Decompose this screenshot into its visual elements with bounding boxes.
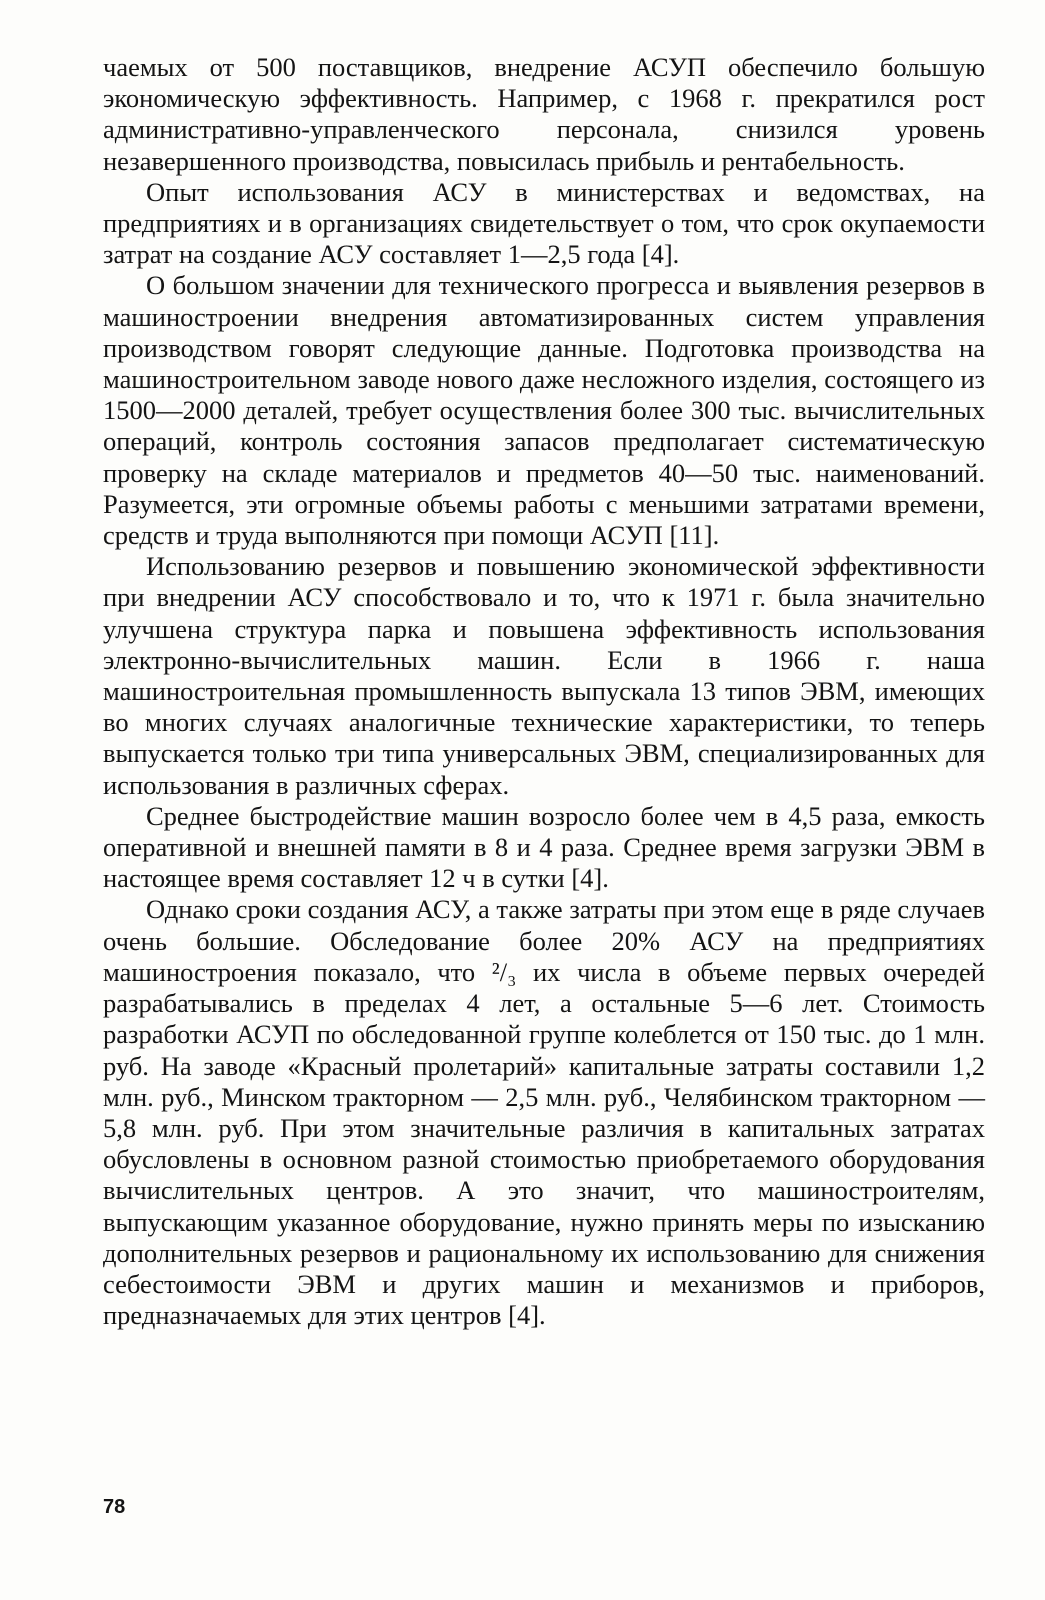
paragraph-payback-period: Опыт использования АСУ в министерствах и ведомствах, на предприятиях и в организациях свидетельствует о том, что срок окупаемости затрат на создание АСУ составляет 1—2,5 года [4]. (103, 176, 985, 270)
paragraph-performance: Среднее быстродействие машин возросло более чем в 4,5 раза, емкость оперативной и внешней памяти в 8 и 4 раза. Среднее время загрузки ЭВМ в настоящее время составляет 12 ч в сутки [4]. (103, 800, 985, 894)
paragraph-computer-park: Использованию резервов и повышению экономической эффективности при внедрении АСУ способствовало и то, что к 1971 г. была значительно улучшена структура парка и повышена эффективность использования электронно-вычислительных машин. Если в 1966 г. наша машиностроительная промышленность выпускала 13 типов ЭВМ, имеющих во многих случаях аналогичные технические характеристики, то теперь выпускается только три типа универсальных ЭВМ, специализированных для использования в различных сферах. (103, 551, 985, 800)
page-number: 78 (103, 1496, 126, 1518)
paragraph-continuation: чаемых от 500 поставщиков, внедрение АСУП обеспечило большую экономическую эффективность. Например, с 1968 г. прекратился рост административно-управленческого персонала, снизился уровень незавершенного производства, повысилась прибыль и рентабельность. (103, 52, 985, 176)
body-text (103, 52, 985, 1331)
paragraph-technical-progress: О большом значении для технического прогресса и выявления резервов в машиностроении внедрения автоматизированных систем управления производством говорят следующие данные. Подготовка производства на машиностроительном заводе нового даже несложного изделия, состоящего из 1500—2000 деталей, требует осуществления более 300 тыс. вычислительных операций, контроль состояния запасов предполагает систематическую проверку на складе материалов и предметов 40—50 тыс. наименований. Разумеется, эти огромные объемы работы с меньшими затратами времени, средств и труда выполняются при помощи АСУП [11]. (103, 270, 985, 551)
paragraph-costs: Однако сроки создания АСУ, а также затраты при этом еще в ряде случаев очень большие. Обследование более 20% АСУ на предприятиях машиностроения показало, что ²/₃ их числа в объеме первых очередей разрабатывались в пределах 4 лет, а остальные 5—6 лет. Стоимость разработки АСУП по обследованной группе колеблется от 150 тыс. до 1 млн. руб. На заводе «Красный пролетарий» капитальные затраты составили 1,2 млн. руб., Минском тракторном — 2,5 млн. руб., Челябинском тракторном — 5,8 млн. руб. При этом значительные различия в капитальных затратах обусловлены в основном разной стоимостью приобретаемого оборудования вычислительных центров. А это значит, что машиностроителям, выпускающим указанное оборудование, нужно принять меры по изысканию дополнительных резервов и рациональному их использованию для снижения себестоимости ЭВМ и других машин и механизмов и приборов, предназначаемых для этих центров [4]. (103, 894, 985, 1331)
